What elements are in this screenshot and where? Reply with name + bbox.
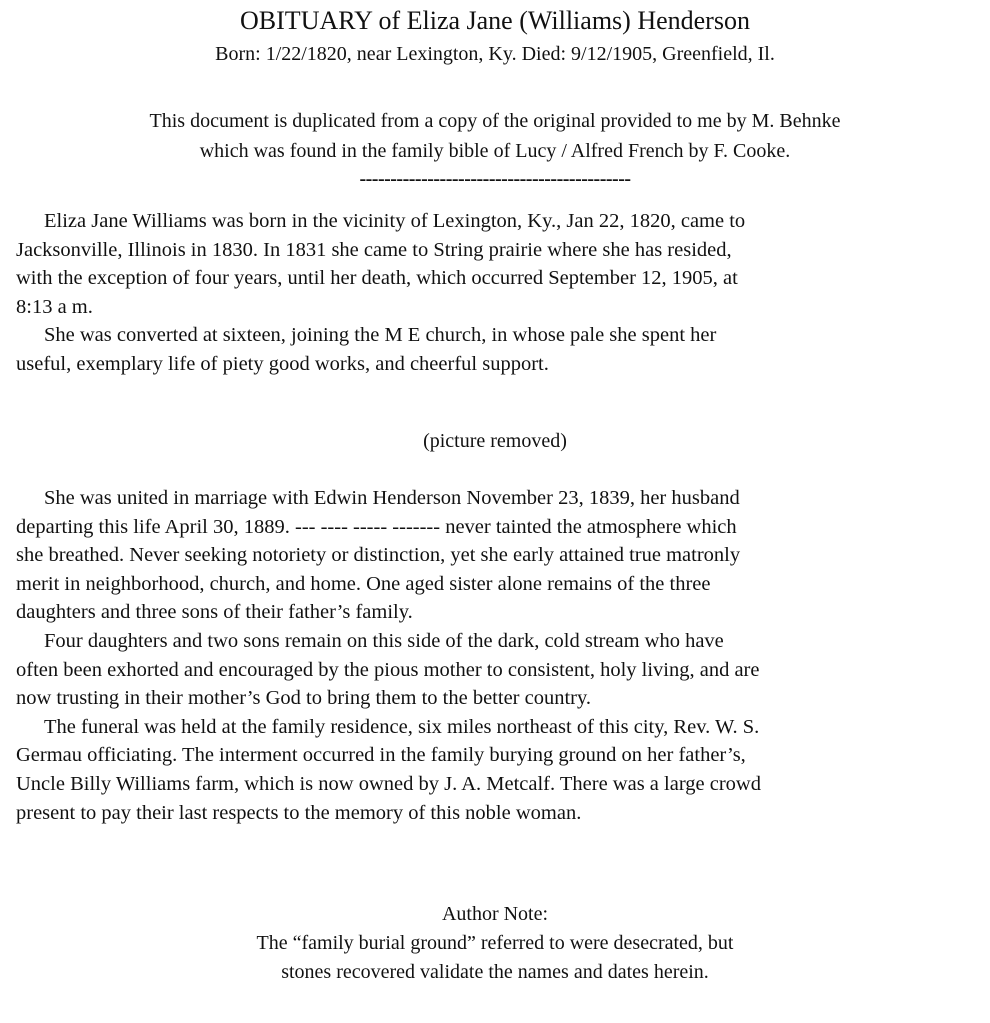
- paragraph-line: 8:13 a m.: [16, 295, 93, 318]
- paragraph-line: The funeral was held at the family residence, six miles northeast of this city, Rev. W. S.: [44, 715, 760, 738]
- paragraph-line: Four daughters and two sons remain on this side of the dark, cold stream who have: [44, 629, 724, 652]
- source-note-line: which was found in the family bible of Lucy / Alfred French by F. Cooke.: [199, 140, 791, 162]
- paragraph-line: She was converted at sixteen, joining the M E church, in whose pale she spent her: [44, 324, 717, 347]
- author-note-line: stones recovered validate the names and dates herein.: [281, 961, 709, 983]
- page-title: OBITUARY of Eliza Jane (Williams) Henderson: [240, 6, 750, 35]
- paragraph-line: useful, exemplary life of piety good works, and cheerful support.: [16, 352, 549, 375]
- paragraph-line: now trusting in their mother’s God to bring them to the better country.: [16, 687, 592, 710]
- paragraph-line: Eliza Jane Williams was born in the vicinity of Lexington, Ky., Jan 22, 1820, came to: [44, 210, 746, 232]
- source-note: [0, 106, 990, 166]
- paragraph-line: Jacksonville, Illinois in 1830. In 1831 she came to String prairie where she has resided,: [16, 238, 732, 261]
- paragraph-line: departing this life April 30, 1889. --- ---- ----- ------- never tainted the atmosphere which: [16, 515, 737, 538]
- paragraph-line: daughters and three sons of their father’s family.: [16, 601, 413, 624]
- author-note: [0, 900, 990, 987]
- paragraph-birth-residence: [16, 207, 986, 321]
- paragraph-survivors: [16, 627, 986, 713]
- paragraph-funeral: [16, 713, 986, 827]
- paragraph-line: often been exhorted and encouraged by the pious mother to consistent, holy living, and are: [16, 658, 760, 681]
- paragraph-line: Uncle Billy Williams farm, which is now owned by J. A. Metcalf. There was a large crowd: [16, 772, 761, 795]
- paragraph-line: merit in neighborhood, church, and home. One aged sister alone remains of the three: [16, 572, 711, 595]
- source-note-line: This document is duplicated from a copy of the original provided to me by M. Behnke: [149, 110, 841, 132]
- author-note-heading: Author Note:: [441, 903, 549, 925]
- paragraph-marriage: [16, 484, 986, 627]
- picture-removed-note: (picture removed): [423, 430, 567, 452]
- paragraph-conversion: [16, 321, 986, 378]
- paragraph-line: with the exception of four years, until her death, which occurred September 12, 1905, at: [16, 267, 738, 290]
- dashed-divider: --------------------------------------------: [359, 168, 631, 190]
- birth-death-subtitle: Born: 1/22/1820, near Lexington, Ky. Died: 9/12/1905, Greenfield, Il.: [215, 43, 775, 65]
- author-note-line: The “family burial ground” referred to were desecrated, but: [256, 932, 734, 954]
- paragraph-line: She was united in marriage with Edwin Henderson November 23, 1839, her husband: [44, 487, 740, 509]
- obituary-section-one: [16, 207, 986, 379]
- paragraph-line: Germau officiating. The interment occurred in the family burying ground on her father’s,: [16, 744, 746, 767]
- obituary-section-two: [16, 484, 986, 827]
- paragraph-line: present to pay their last respects to the memory of this noble woman.: [16, 801, 582, 824]
- paragraph-line: she breathed. Never seeking notoriety or distinction, yet she early attained true matronly: [16, 544, 741, 567]
